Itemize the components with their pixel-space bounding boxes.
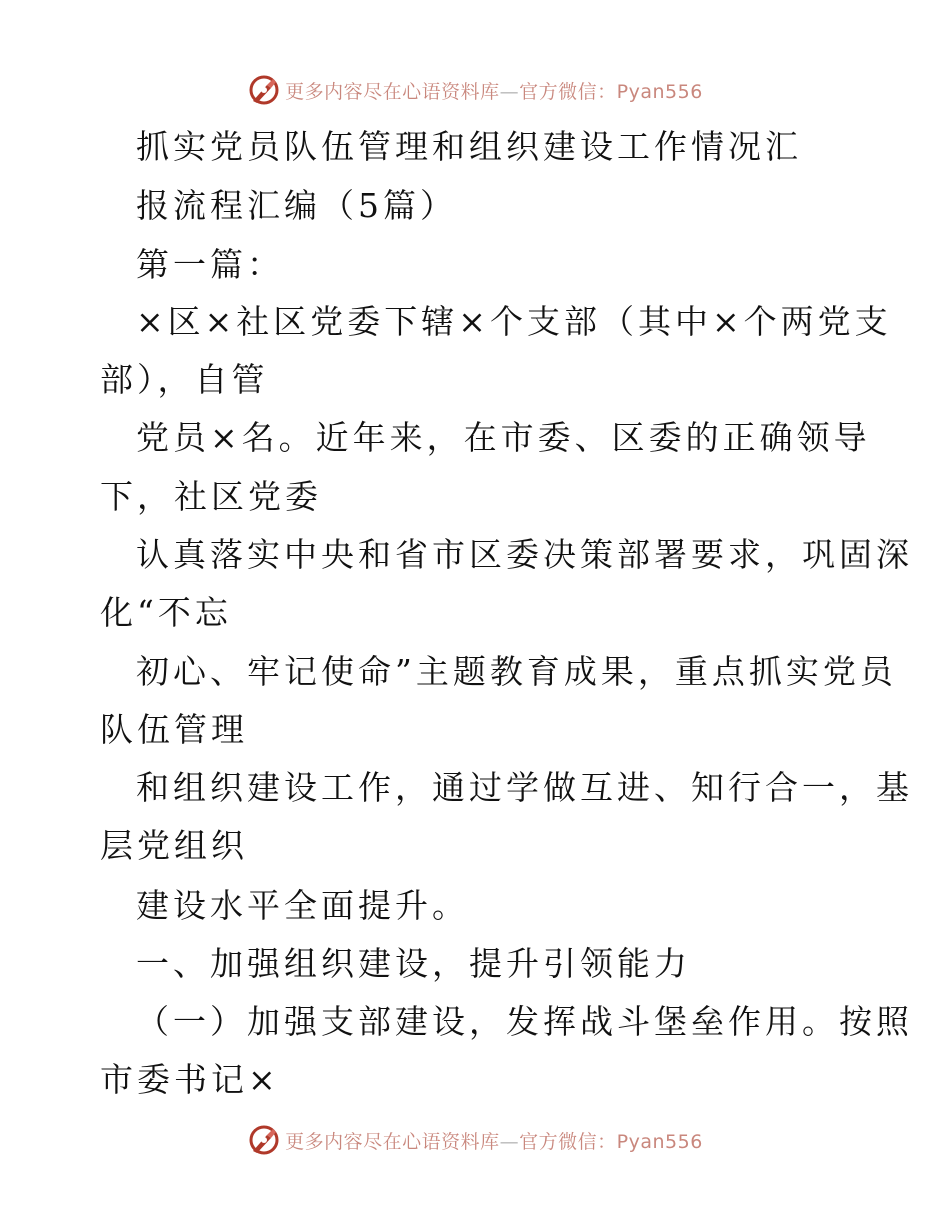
watermark-separator: — [499, 1130, 520, 1153]
watermark-brand: 更多内容尽在心语资料库 [285, 1130, 500, 1153]
paragraph-line: （一）加强支部建设，发挥战斗堡垒作用。按照 [136, 1002, 913, 1041]
doc-title-line-1: 抓实党员队伍管理和组织建设工作情况汇 [136, 127, 802, 166]
watermark-separator: — [499, 80, 520, 103]
paragraph-line: 层党组织 [100, 826, 248, 865]
watermark-contact: 官方微信：Pyan556 [519, 80, 703, 103]
watermark-brand: 更多内容尽在心语资料库 [285, 80, 500, 103]
paragraph-line: 党员×名。近年来，在市委、区委的正确领导 [136, 418, 871, 457]
pen-logo-icon [247, 1123, 281, 1157]
paragraph-line: 认真落实中央和省市区委决策部署要求，巩固深 [136, 535, 913, 574]
paragraph-line: 和组织建设工作，通过学做互进、知行合一，基 [136, 768, 913, 807]
paragraph-line: 建设水平全面提升。 [136, 886, 469, 925]
paragraph-line: 队伍管理 [100, 710, 248, 749]
watermark-contact: 官方微信：Pyan556 [519, 1130, 703, 1153]
paragraph-line: 市委书记× [100, 1060, 280, 1099]
watermark-text [285, 1127, 703, 1154]
paragraph-line: 下，社区党委 [100, 477, 322, 516]
doc-title-line-2: 报流程汇编（5篇） [136, 186, 457, 225]
section-heading: 一、加强组织建设，提升引领能力 [136, 944, 691, 983]
paragraph-line: 化“不忘 [100, 593, 232, 632]
paragraph-line: ×区×社区党委下辖×个支部（其中×个两党支 [136, 302, 892, 341]
paragraph-line: 初心、牢记使命”主题教育成果，重点抓实党员 [136, 652, 897, 691]
footer-watermark [0, 1120, 950, 1160]
chapter-heading: 第一篇： [136, 245, 284, 284]
paragraph-line: 部），自管 [100, 360, 269, 399]
